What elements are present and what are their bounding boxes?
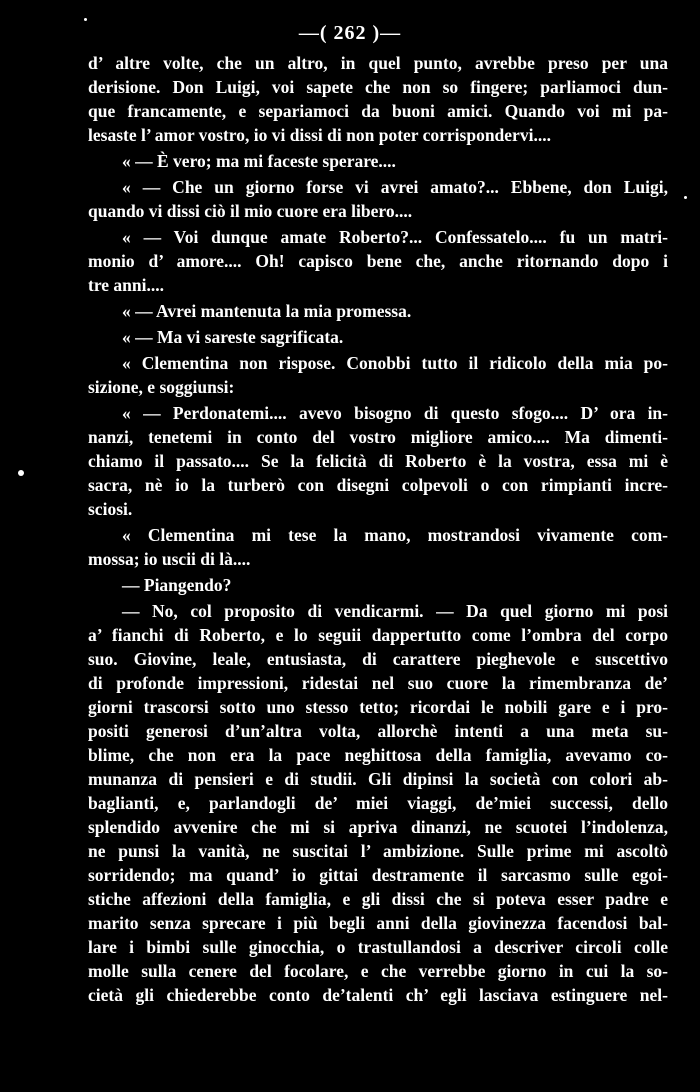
text-line: splendido avvenire che mi si apriva dinanzi, ne scuotei l’indolenza, xyxy=(88,817,668,837)
body-text xyxy=(88,51,668,1007)
text-line: sizione, e soggiunsi: xyxy=(88,377,235,397)
page-number: —( 262 )— xyxy=(298,22,402,44)
text-line: — No, col proposito di vendicarmi. — Da quel giorno mi posi xyxy=(122,601,668,621)
text-line: — Piangendo? xyxy=(122,575,232,595)
text-line: « — È vero; ma mi faceste sperare.... xyxy=(122,151,396,171)
text-line: cietà gli chiederebbe conto de’talenti ch’ egli lasciava estinguere nel- xyxy=(88,985,668,1005)
text-line: a’ fianchi di Roberto, e lo seguii dappertutto come l’ombra del corpo xyxy=(88,625,668,645)
text-line: quando vi dissi ciò il mio cuore era libero.... xyxy=(88,201,413,221)
text-line: blime, che non era la pace neghittosa della famiglia, avevamo co- xyxy=(88,745,668,765)
text-line: positi generosi d’un’altra volta, allorchè intenti a una meta su- xyxy=(88,721,668,741)
text-line: que francamente, e separiamoci da buoni amici. Quando voi mi pa- xyxy=(88,101,668,121)
text-line: derisione. Don Luigi, voi sapete che non so fingere; parliamoci dun- xyxy=(88,77,668,97)
print-speck xyxy=(684,196,687,199)
text-line: stiche affezioni della famiglia, e gli dissi che si poteva esser padre e xyxy=(88,889,668,909)
print-speck xyxy=(18,470,24,476)
text-line: « Clementina non rispose. Conobbi tutto il ridicolo della mia po- xyxy=(122,353,668,373)
text-line: di profonde impressioni, ridestai nel suo cuore la rimembranza de’ xyxy=(88,673,668,693)
text-line: « — Ma vi sareste sagrificata. xyxy=(122,327,344,347)
text-line: lare i bimbi sulle ginocchia, o trastullandosi a descriver circoli colle xyxy=(88,937,668,957)
text-line: lesaste l’ amor vostro, io vi dissi di non poter corrispondervi.... xyxy=(88,125,551,145)
text-line: « — Che un giorno forse vi avrei amato?... Ebbene, don Luigi, xyxy=(122,177,668,197)
text-line: d’ altre volte, che un altro, in quel punto, avrebbe preso per una xyxy=(88,53,668,73)
text-line: ne punsi la vanità, ne suscitai l’ ambizione. Sulle prime mi ascoltò xyxy=(88,841,668,861)
text-line: chiamo il passato.... Se la felicità di Roberto è la vostra, essa mi è xyxy=(88,451,668,471)
text-line: mossa; io uscii di là.... xyxy=(88,549,251,569)
text-line: nanzi, tenetemi in conto del vostro migliore amico.... Ma dimenti- xyxy=(88,427,668,447)
text-line: monio d’ amore.... Oh! capisco bene che, anche ritornando dopo i xyxy=(88,251,668,271)
text-line: « — Avrei mantenuta la mia promessa. xyxy=(122,301,412,321)
text-line: sorridendo; ma quand’ io gittai destramente il sarcasmo sulle egoi- xyxy=(88,865,668,885)
text-line: tre anni.... xyxy=(88,275,164,295)
text-line: giorni trascorsi sotto uno stesso tetto; ricordai le nobili gare e i pro- xyxy=(88,697,668,717)
text-line: « — Voi dunque amate Roberto?... Confessatelo.... fu un matri- xyxy=(122,227,668,247)
text-line: suo. Giovine, leale, entusiasta, di carattere pieghevole e suscettivo xyxy=(88,649,668,669)
text-line: molle sulla cenere del focolare, e che verrebbe giorno in cui la so- xyxy=(88,961,668,981)
print-speck xyxy=(84,18,87,21)
text-line: sciosi. xyxy=(88,499,133,519)
text-line: munanza di pensieri e di studii. Gli dipinsi la società con colori ab- xyxy=(88,769,668,789)
text-line: baglianti, e, parlandogli de’ miei viaggi, de’miei successi, dello xyxy=(88,793,668,813)
text-line: « Clementina mi tese la mano, mostrandosi vivamente com- xyxy=(122,525,668,545)
text-line: marito senza sprecare i più begli anni della giovinezza facendosi bal- xyxy=(88,913,668,933)
text-line: « — Perdonatemi.... avevo bisogno di questo sfogo.... D’ ora in- xyxy=(122,403,668,423)
text-line: sacra, nè io la turberò con disegni colpevoli o con rimpianti incre- xyxy=(88,475,668,495)
